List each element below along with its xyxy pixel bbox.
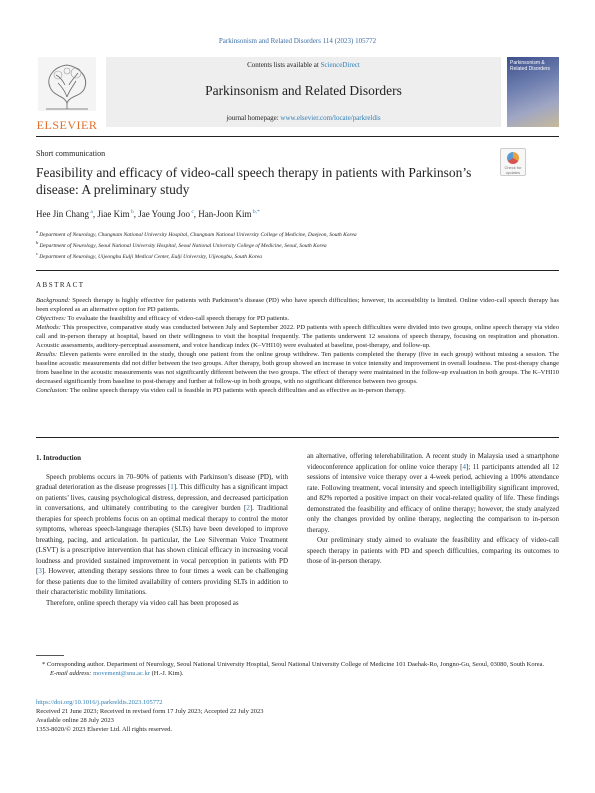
citation-link[interactable]: 2 bbox=[246, 504, 250, 512]
footnote-divider bbox=[36, 655, 64, 656]
body-paragraph bbox=[36, 598, 288, 609]
issn-copyright: 1353-8020/© 2023 Elsevier Ltd. All rights reserved. bbox=[36, 726, 172, 733]
cover-title: Parkinsonism & Related Disorders bbox=[510, 60, 551, 72]
abstract-body bbox=[36, 296, 559, 395]
abstract-text: Speech therapy is highly effective for patients with Parkinson’s disease (PD) who have speech difficulties; however, its accessibility is limited. Online video-call speech therapy has been explored as an alternative option for PD patients. bbox=[36, 297, 559, 313]
author-name[interactable]: Han-Joon Kim bbox=[198, 209, 252, 219]
body-text: ]; 11 participants attended all 12 sessions of intensive voice therapy over a 4-week period, achieving a 100% attendance rate. Following treatment, vocal intensity and speech intelligibility significant improved, and 82% reported a positive impact on their vocal-related quality of life. These findings demonstrated the feasibility and efficacy of online therapy; however, the study analyzed only the changes provided by online therapy, neglecting the comparison to in-person therapy. bbox=[307, 462, 559, 534]
affiliation-label: b bbox=[36, 239, 40, 245]
abstract-text: This prospective, comparative study was conducted between July and September 2022. PD patients with speech difficulties were divided into two groups, online speech therapy via video call and in-person therapy at hospital, based on their willingness to visit the hospital frequently. The patients underwent 12 sessions of speech therapy, focusing on respiration and phonation. Acoustic assessments, auditory-perceptual assessment, and voice handicap index (K–VHI10) were evaluated at baseline, post-therapy, and follow-up. bbox=[36, 324, 559, 349]
affiliations bbox=[36, 228, 357, 260]
doi-link[interactable]: https://doi.org/10.1016/j.parkreldis.2023.105772 bbox=[36, 699, 163, 706]
author-affiliation-marker[interactable]: c bbox=[189, 209, 194, 215]
affiliation-text: Department of Neurology, Seoul National University Hospital, Seoul National University College of Medicine, Seoul, South Korea bbox=[39, 242, 327, 249]
left-column bbox=[36, 453, 288, 608]
abstract-text: To evaluate the feasibility and efficacy of video-call speech therapy for PD patients. bbox=[66, 315, 290, 322]
footnote bbox=[36, 660, 559, 678]
affiliation-text: Department of Neurology, Uijeongbu Eulji Medical Center, Eulji University, Uijeongbu, South Korea bbox=[39, 253, 262, 260]
abstract-top-divider bbox=[36, 270, 559, 271]
abstract-text: The online speech therapy via video call is feasible in PD patients with speech difficulties and as effective as in-person therapy. bbox=[68, 387, 406, 394]
elsevier-wordmark: ELSEVIER bbox=[36, 118, 98, 132]
abstract-text: Eleven patients were enrolled in the study, though one patient from the online group withdrew. Ten patients completed the therapy (five in each group) without missing a session. The baseline acoustic measurements did not differ between the two groups. After therapy, both group showed an increase in voice intensity and improvement in overall loudness. The post-therapy change from baseline in the acoustic measurements was not significantly different between the two groups. The effect of therapy were maintained in the follow-up evaluation in both groups. The K–VHI10 decreased significantly from baseline to post-therapy and further at follow-up in both groups, with no significant difference between two groups. bbox=[36, 351, 559, 385]
received-dates: Received 21 June 2023; Received in revised form 17 July 2023; Accepted 22 July 2023 bbox=[36, 708, 264, 715]
body-text: Speech problems occurs in 70–90% of patients with Parkinson’s disease (PD), with gradual deterioration as the disease progresses [ bbox=[36, 472, 288, 491]
journal-header bbox=[36, 57, 559, 132]
affiliation-label: c bbox=[36, 250, 40, 256]
body-paragraph bbox=[307, 451, 559, 535]
article-title: Feasibility and efficacy of video-call speech therapy in patients with Parkinson’s disease: A preliminary study bbox=[36, 165, 472, 197]
body-text: ]. However, attending therapy sessions three to four times a week can be challenging for these patients due to the limited availability of centers providing SLTs in addition to their characteristic mobility limitations. bbox=[36, 567, 288, 596]
body-paragraph bbox=[36, 472, 288, 598]
abstract-section bbox=[36, 386, 559, 395]
journal-reference[interactable]: Parkinsonism and Related Disorders 114 (2023) 105772 bbox=[218, 37, 377, 45]
author-affiliation-marker[interactable]: b bbox=[129, 209, 134, 215]
article-type: Short communication bbox=[36, 149, 106, 158]
body-text: ]. This difficulty has a significant impact on patients’ lives, causing psychological distress, depression, and decreased participation in conversations, and ultimately contributing to the caregiver burden [ bbox=[36, 483, 288, 512]
author-name[interactable]: Jiae Kim bbox=[97, 209, 130, 219]
affiliation bbox=[36, 250, 357, 261]
section-heading: 1. Introduction bbox=[36, 454, 81, 462]
elsevier-tree-icon bbox=[38, 57, 96, 111]
abstract-label: Objectives: bbox=[36, 315, 67, 322]
affiliation-label: a bbox=[36, 229, 40, 234]
affiliation-text: Department of Neurology, Chungnam National University Hospital, Chungnam National University College of Medicine, Daejeon, South Korea bbox=[39, 231, 357, 238]
sciencedirect-link[interactable]: ScienceDirect bbox=[320, 61, 360, 69]
check-updates-label: Check for updates bbox=[504, 165, 522, 175]
abstract-section bbox=[36, 350, 559, 386]
corresponding-author-note: * Corresponding author. Department of Neurology, Seoul National University Hospital, Seoul National University College of Medicine 101 Daehak-Ro, Jongno-Gu, Seoul, 03080, South Korea. bbox=[42, 661, 545, 668]
right-column bbox=[307, 451, 559, 567]
abstract-label: Results: bbox=[36, 351, 58, 358]
article-meta bbox=[36, 698, 263, 734]
body-text: an alternative, offering telerehabilitation. A recent study in Malaysia used a smartphone videoconference application for online voice therapy [ bbox=[307, 452, 559, 471]
abstract-label: Background: bbox=[36, 297, 71, 304]
author-affiliation-marker[interactable]: a bbox=[89, 209, 93, 215]
elsevier-logo[interactable] bbox=[36, 57, 98, 132]
affiliation bbox=[36, 239, 357, 250]
email-line: E-mail address: movement@snu.ac.kr (H.-J. Kim). bbox=[50, 670, 184, 677]
abstract-label: Methods: bbox=[36, 324, 61, 331]
email-link[interactable]: movement@snu.ac.kr bbox=[93, 670, 150, 677]
abstract-section bbox=[36, 323, 559, 350]
affiliation bbox=[36, 228, 357, 239]
abstract-section bbox=[36, 296, 559, 314]
author-affiliation-marker[interactable]: b,* bbox=[251, 209, 260, 215]
abstract-bottom-divider bbox=[36, 437, 559, 438]
abstract-heading: ABSTRACT bbox=[36, 281, 85, 289]
body-paragraph bbox=[307, 535, 559, 567]
author-name[interactable]: Hee Jin Chang bbox=[36, 209, 89, 219]
check-updates-icon bbox=[507, 152, 519, 164]
citation-link[interactable]: 4 bbox=[462, 462, 466, 471]
journal-banner bbox=[106, 57, 501, 127]
journal-title: Parkinsonism and Related Disorders bbox=[205, 83, 402, 98]
citation-link[interactable]: 1 bbox=[170, 483, 174, 491]
author-name[interactable]: Jae Young Joo bbox=[138, 209, 190, 219]
body-text: Our preliminary study aimed to evaluate the feasibility and efficacy of video-call speech therapy in patients with PD and speech difficulties, comparing its outcomes to those of in-person therapy. bbox=[307, 536, 559, 565]
body-text: ]. Traditional therapies for speech problems focus on an optimal medical therapy to control the motor symptoms, whereas speech-language therapies (SLTs) have been developed to improve breathing, pacing, and articulation. In particular, the Lee Silverman Voice Treatment (LSVT) is a prescriptive intervention that has shown clinical efficacy in increasing vocal loudness and provided sustained improvement in vocal perception in patients with PD [ bbox=[36, 504, 288, 575]
homepage-line: journal homepage: www.elsevier.com/locate/parkreldis bbox=[226, 114, 381, 122]
available-date: Available online 28 July 2023 bbox=[36, 717, 114, 724]
header-divider bbox=[36, 136, 559, 137]
author-list: Hee Jin Chang $^a$, Jiae Kim $^b$, Jae Young Joo $^c$, Han-Joon Kim $^{b,*}$ bbox=[36, 209, 260, 219]
journal-cover-image[interactable] bbox=[507, 57, 559, 127]
body-text: Therefore, online speech therapy via video call has been proposed as bbox=[46, 598, 239, 607]
citation-link[interactable]: 3 bbox=[38, 567, 42, 575]
contents-line: Contents lists available at ScienceDirect bbox=[247, 61, 360, 69]
abstract-section bbox=[36, 314, 559, 323]
check-for-updates-button[interactable] bbox=[500, 148, 526, 176]
abstract-label: Conclusion: bbox=[36, 387, 69, 394]
homepage-link[interactable]: www.elsevier.com/locate/parkreldis bbox=[280, 114, 381, 122]
